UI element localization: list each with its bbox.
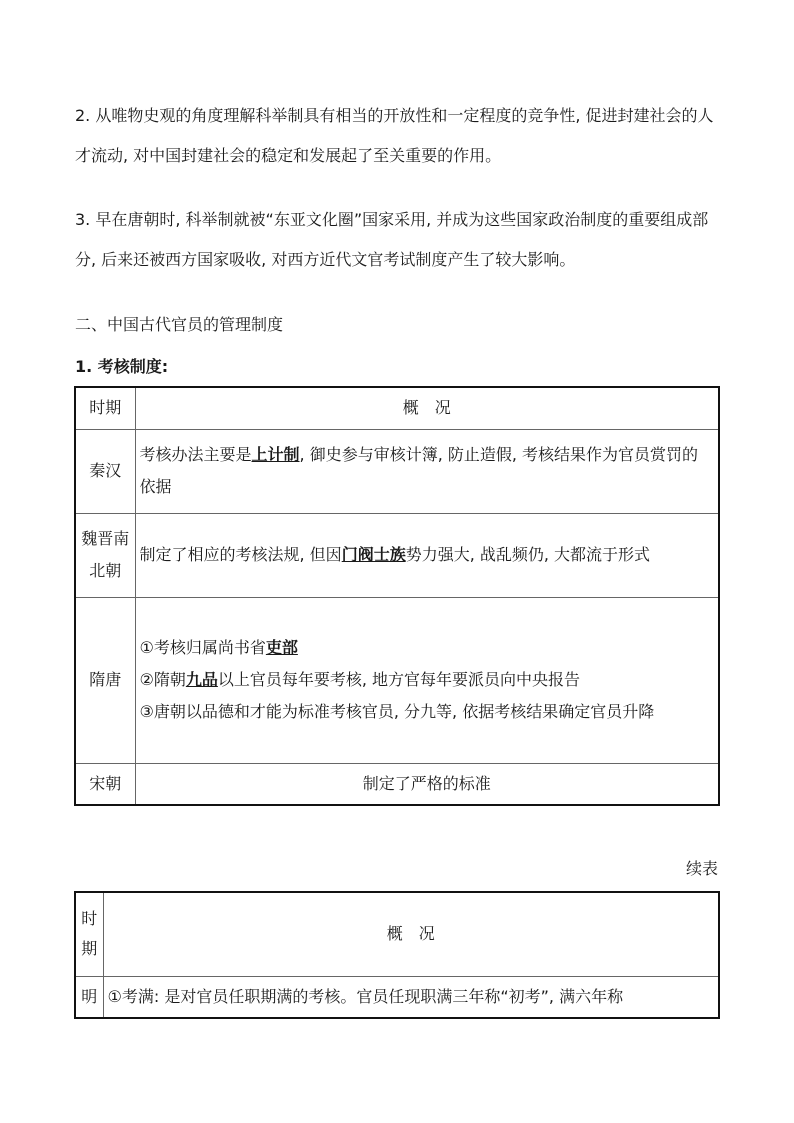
period-suitang: 隋唐 bbox=[75, 597, 135, 763]
keyword-jiupin: 九品 bbox=[185, 670, 218, 689]
suitang-item-3: ③唐朝以品德和才能为标准考核官员, 分九等, 依据考核结果确定官员升降 bbox=[139, 702, 655, 721]
keyword-libu: 吏部 bbox=[265, 638, 298, 657]
paragraph-2: 2. 从唯物史观的角度理解科举制具有相当的开放性和一定程度的竞争性, 促进封建社会的人才流动, 对中国封建社会的稳定和发展起了至关重要的作用。 bbox=[75, 106, 714, 165]
period-ming: 明 bbox=[75, 976, 103, 1018]
overview-suitang bbox=[135, 597, 719, 763]
suitang-item-1 bbox=[140, 632, 715, 664]
period-song: 宋朝 bbox=[75, 763, 135, 805]
text-segment: 制定了相应的考核法规, 但因 bbox=[139, 545, 342, 564]
keyword-menfa-shizu: 门阀士族 bbox=[341, 545, 406, 564]
overview-qinhan bbox=[135, 429, 719, 513]
sub-heading: 1. 考核制度: bbox=[75, 357, 169, 376]
header-overview: 概 况 bbox=[135, 387, 719, 429]
section-heading: 二、中国古代官员的管理制度 bbox=[75, 315, 284, 334]
header-period: 时期 bbox=[75, 387, 135, 429]
table-row-weijin bbox=[75, 513, 719, 597]
period-qinhan: 秦汉 bbox=[75, 429, 135, 513]
text-segment: ①考核归属尚书省 bbox=[139, 638, 266, 657]
table-row-suitang bbox=[75, 597, 719, 763]
table-header-row bbox=[75, 892, 719, 976]
paragraph-3: 3. 早在唐朝时, 科举制就被“东亚文化圈”国家采用, 并成为这些国家政治制度的重要组成部分, 后来还被西方国家吸收, 对西方近代文官考试制度产生了较大影响。 bbox=[75, 210, 709, 269]
assessment-table-continued bbox=[74, 891, 720, 1019]
overview-song: 制定了严格的标准 bbox=[135, 763, 719, 805]
header-period: 时期 bbox=[75, 892, 103, 976]
overview-ming: ①考满: 是对官员任职期满的考核。官员任现职满三年称“初考”, 满六年称 bbox=[103, 976, 719, 1018]
suitang-item-2 bbox=[140, 664, 715, 696]
table-row-qinhan bbox=[75, 429, 719, 513]
table-row-ming bbox=[75, 976, 719, 1018]
text-segment: 势力强大, 战乱频仍, 大都流于形式 bbox=[405, 545, 651, 564]
keyword-shangjizhi: 上计制 bbox=[251, 445, 300, 464]
text-segment: , 御史参与审核计簿, 防止造假, 考核结果作为官员赏罚的依据 bbox=[139, 445, 699, 496]
table-row-song bbox=[75, 763, 719, 805]
continued-table-label: 续表 bbox=[685, 859, 718, 878]
period-weijin: 魏晋南北朝 bbox=[75, 513, 135, 597]
overview-weijin bbox=[135, 513, 719, 597]
text-segment: ②隋朝 bbox=[139, 670, 186, 689]
header-overview: 概 况 bbox=[103, 892, 719, 976]
assessment-table bbox=[74, 386, 720, 806]
text-segment: 考核办法主要是 bbox=[139, 445, 252, 464]
table-header-row bbox=[75, 387, 719, 429]
text-segment: 以上官员每年要考核, 地方官每年要派员向中央报告 bbox=[217, 670, 581, 689]
